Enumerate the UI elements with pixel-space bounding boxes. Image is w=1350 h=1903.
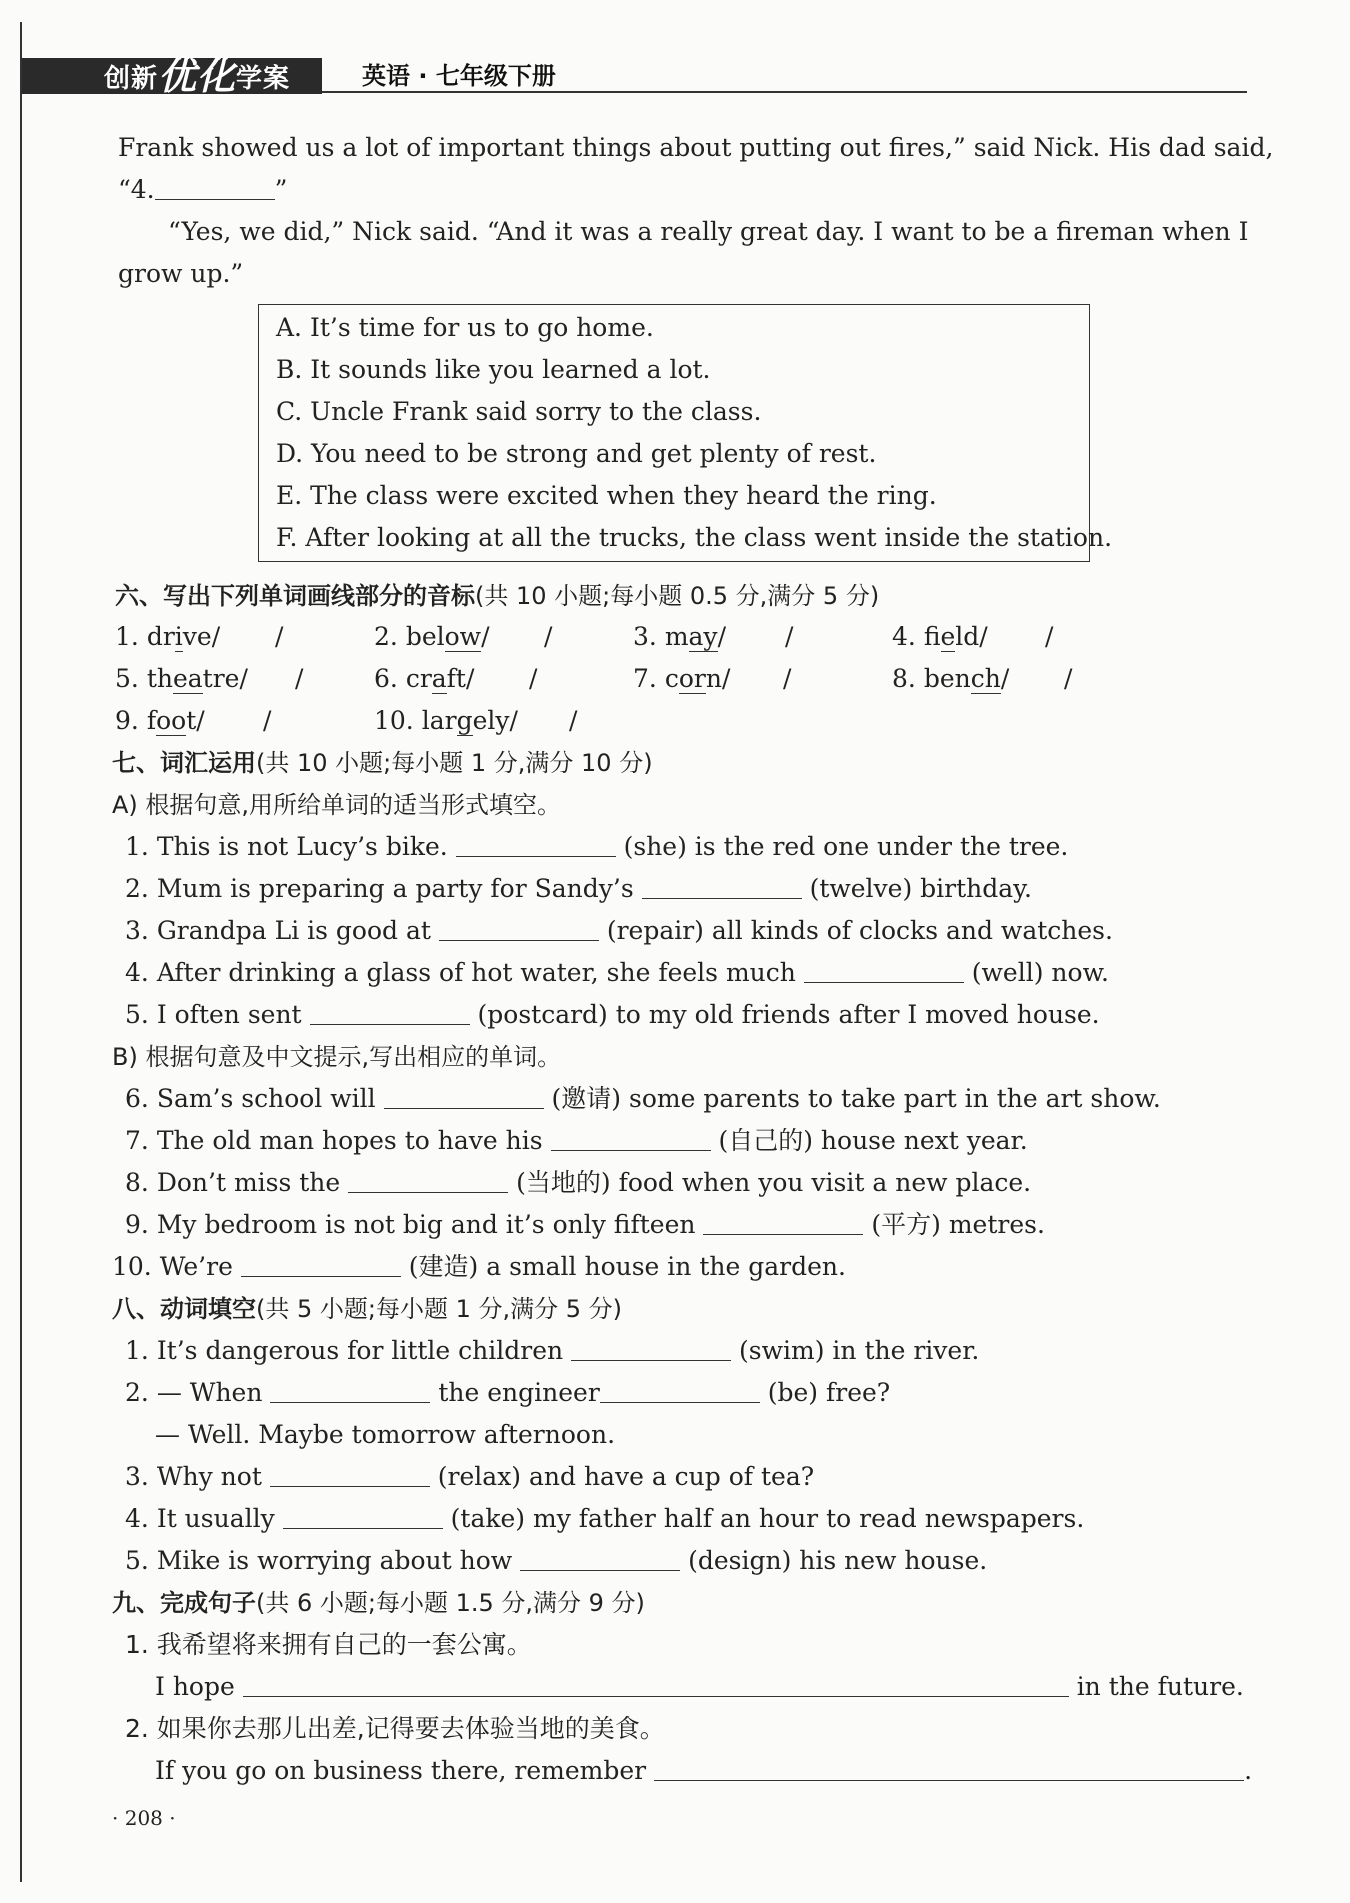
answer-blank[interactable]: [348, 1168, 508, 1193]
page-number: · 208 ·: [112, 1806, 176, 1830]
ipa-item[interactable]: 9. foot/ /: [115, 706, 272, 735]
answer-blank[interactable]: [155, 175, 275, 200]
passage-line: grow up.”: [118, 259, 244, 288]
answer-blank[interactable]: [310, 1000, 470, 1025]
question-item: 2. Mum is preparing a party for Sandy’s (twelve) birthday.: [125, 874, 1032, 903]
page-header: [22, 54, 1247, 98]
question-item: If you go on business there, remember .: [155, 1756, 1253, 1785]
answer-blank[interactable]: [600, 1378, 760, 1403]
question-item: 2. — When the engineer (be) free?: [125, 1378, 891, 1407]
question-item: 7. The old man hopes to have his (自己的) house next year.: [125, 1126, 1028, 1155]
answer-blank[interactable]: [456, 832, 616, 857]
ipa-item[interactable]: 7. corn/ /: [633, 664, 792, 693]
answer-blank[interactable]: [520, 1546, 680, 1571]
question-item: 3. Why not (relax) and have a cup of tea?: [125, 1462, 815, 1491]
passage-line: “4. ”: [118, 175, 288, 204]
ipa-item[interactable]: 3. may/ /: [633, 622, 794, 651]
answer-blank[interactable]: [439, 916, 599, 941]
ipa-item[interactable]: 6. craft/ /: [374, 664, 538, 693]
ipa-item[interactable]: 1. drive/ /: [115, 622, 284, 651]
margin-rule: [20, 22, 22, 1882]
option-item: E. The class were excited when they heard the ring.: [276, 481, 937, 510]
chinese-prompt: 1. 我希望将来拥有自己的一套公寓。: [125, 1630, 532, 1659]
option-item: F. After looking at all the trucks, the class went inside the station.: [276, 523, 1113, 552]
answer-blank[interactable]: [241, 1252, 401, 1277]
passage-line: Frank showed us a lot of important things about putting out fires,” said Nick. His dad said,: [118, 133, 1274, 162]
question-item: 8. Don’t miss the (当地的) food when you visit a new place.: [125, 1168, 1032, 1197]
header-rule: [322, 91, 1247, 93]
ipa-item[interactable]: 8. bench/ /: [892, 664, 1073, 693]
question-item: 1. It’s dangerous for little children (swim) in the river.: [125, 1336, 980, 1365]
ipa-item[interactable]: 4. field/ /: [892, 622, 1054, 651]
section-heading: 九、完成句子(共 6 小题;每小题 1.5 分,满分 9 分): [112, 1589, 645, 1617]
answer-blank[interactable]: [804, 958, 964, 983]
question-item: 1. This is not Lucy’s bike. (she) is the red one under the tree.: [125, 832, 1069, 861]
question-item: 9. My bedroom is not big and it’s only fifteen (平方) metres.: [125, 1210, 1045, 1239]
ipa-item[interactable]: 2. below/ /: [374, 622, 553, 651]
question-item: 4. It usually (take) my father half an hour to read newspapers.: [125, 1504, 1085, 1533]
section-heading: 七、词汇运用(共 10 小题;每小题 1 分,满分 10 分): [112, 749, 653, 777]
passage-line: “Yes, we did,” Nick said. “And it was a really great day. I want to be a fireman when I: [168, 217, 1249, 246]
answer-blank[interactable]: [642, 874, 802, 899]
ipa-item[interactable]: 10. largely/ /: [374, 706, 578, 735]
subject-title: 英语 · 七年级下册: [362, 62, 556, 90]
option-item: B. It sounds like you learned a lot.: [276, 355, 711, 384]
ipa-item[interactable]: 5. theatre/ /: [115, 664, 304, 693]
answer-blank[interactable]: [270, 1378, 430, 1403]
brand-logo: 创新优化学案: [22, 58, 322, 94]
answer-blank[interactable]: [243, 1672, 1069, 1697]
answer-blank[interactable]: [551, 1126, 711, 1151]
question-item: 10. We’re (建造) a small house in the garden.: [112, 1252, 846, 1281]
answer-blank[interactable]: [283, 1504, 443, 1529]
answer-blank[interactable]: [703, 1210, 863, 1235]
question-item: 5. I often sent (postcard) to my old friends after I moved house.: [125, 1000, 1100, 1029]
option-item: D. You need to be strong and get plenty of rest.: [276, 439, 877, 468]
option-item: A. It’s time for us to go home.: [276, 313, 654, 342]
question-item: I hope in the future.: [155, 1672, 1244, 1701]
question-item: 4. After drinking a glass of hot water, she feels much (well) now.: [125, 958, 1109, 987]
chinese-prompt: 2. 如果你去那儿出差,记得要去体验当地的美食。: [125, 1714, 665, 1743]
question-item: 6. Sam’s school will (邀请) some parents to take part in the art show.: [125, 1084, 1161, 1113]
section-heading: 六、写出下列单词画线部分的音标(共 10 小题;每小题 0.5 分,满分 5 分): [115, 582, 880, 610]
answer-blank[interactable]: [654, 1756, 1244, 1781]
answer-blank[interactable]: [571, 1336, 731, 1361]
question-item: 3. Grandpa Li is good at (repair) all kinds of clocks and watches.: [125, 916, 1113, 945]
answer-blank[interactable]: [384, 1084, 544, 1109]
question-item: 5. Mike is worrying about how (design) his new house.: [125, 1546, 988, 1575]
option-item: C. Uncle Frank said sorry to the class.: [276, 397, 762, 426]
dialogue-reply: — Well. Maybe tomorrow afternoon.: [155, 1420, 616, 1449]
answer-blank[interactable]: [270, 1462, 430, 1487]
options-box: [258, 304, 1113, 562]
part-heading: B) 根据句意及中文提示,写出相应的单词。: [112, 1043, 562, 1071]
part-heading: A) 根据句意,用所给单词的适当形式填空。: [112, 791, 562, 819]
section-heading: 八、动词填空(共 5 小题;每小题 1 分,满分 5 分): [112, 1295, 623, 1323]
